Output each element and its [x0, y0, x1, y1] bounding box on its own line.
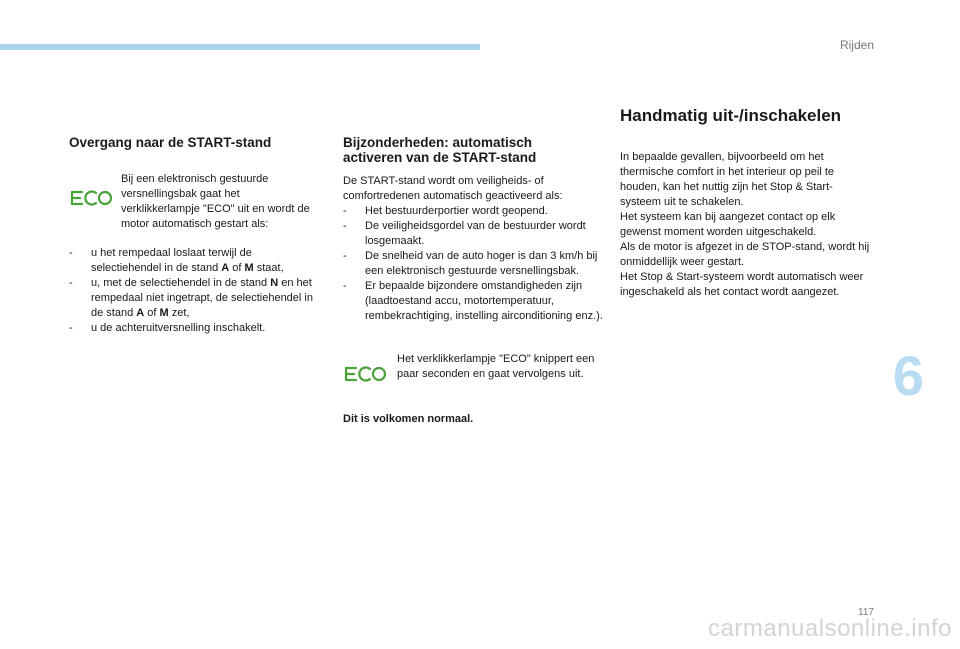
column-manual-toggle — [620, 106, 870, 300]
list-item: - De snelheid van de auto hoger is dan 3 km/h bij een elektronisch gestuurde versnellingsbak. — [343, 249, 603, 279]
eco-indicator-icon — [343, 352, 397, 388]
gear-position: N — [270, 277, 279, 289]
list-item: - Er bepaalde bijzondere omstandigheden zijn (laadtoestand accu, motortemperatuur, rembekrachtiging, instelling airconditioning enz.). — [343, 279, 603, 324]
list-text: en het rempedaal niet ingetrapt, de selectiehendel in de stand — [91, 277, 313, 319]
list-text: zet, — [168, 307, 190, 319]
auto-start-conditions-list — [343, 204, 603, 324]
heading-manual-toggle: Handmatig uit-/inschakelen — [620, 106, 842, 125]
list-text: of — [144, 307, 160, 319]
heading-line: activeren van de START-stand — [343, 150, 537, 165]
intro-text: De START-stand wordt om veiligheids- of comfortredenen automatisch geactiveerd als: — [343, 175, 563, 202]
manual-toggle-text — [620, 150, 870, 300]
column-start-transition — [69, 135, 314, 336]
chapter-number: 6 — [892, 344, 924, 407]
list-text: of — [229, 262, 245, 274]
gear-position: M — [244, 262, 254, 274]
eco-blink-block — [343, 352, 603, 388]
normal-note: Dit is volkomen normaal. — [343, 413, 474, 425]
column-automatic-start — [343, 135, 603, 427]
eco-info-block — [69, 172, 314, 232]
paragraph: Het systeem kan bij aangezet contact op elk gewenst moment worden uitgeschakeld. — [620, 211, 836, 238]
section-title: Rijden — [839, 38, 874, 52]
eco-indicator-icon — [69, 172, 121, 212]
paragraph: In bepaalde gevallen, bijvoorbeeld om het thermische comfort in het interieur op peil te houden, kan het nuttig zijn het Stop & Start-systeem uit te schakelen. — [620, 151, 834, 208]
list-item — [69, 246, 314, 276]
gear-position: A — [221, 262, 230, 274]
start-conditions-list — [69, 246, 314, 336]
eco-blink-description: Het verklikkerlampje "ECO" knippert een paar seconden en gaat vervolgens uit. — [397, 353, 595, 380]
page-number: 117 — [858, 607, 874, 618]
list-text: u het rempedaal loslaat terwijl de selectiehendel in de stand — [91, 247, 252, 274]
eco-off-description: Bij een elektronisch gestuurde versnellingsbak gaat het verklikkerlampje "ECO" uit en wordt de motor automatisch gestart als: — [121, 173, 310, 230]
list-text: staat, — [253, 262, 284, 274]
heading-line: Bijzonderheden: automatisch — [343, 135, 533, 150]
gear-position: M — [159, 307, 169, 319]
list-item: - De veiligheidsgordel van de bestuurder wordt losgemaakt. — [343, 219, 603, 249]
list-text: u de achteruitversnelling inschakelt. — [91, 322, 266, 334]
list-item: - Het bestuurderportier wordt geopend. — [343, 204, 603, 219]
paragraph: Als de motor is afgezet in de STOP-stand, wordt hij onmiddellijk weer gestart. — [620, 241, 870, 268]
paragraph: Het Stop & Start-systeem wordt automatisch weer ingeschakeld als het contact wordt aangezet. — [620, 271, 864, 298]
gear-position: A — [136, 307, 145, 319]
list-item — [69, 276, 314, 321]
heading-start-transition: Overgang naar de START-stand — [69, 135, 272, 150]
watermark: carmanualsonline.info — [708, 615, 952, 642]
heading-automatic-start — [343, 135, 603, 165]
list-item — [69, 321, 314, 336]
chapter-color-bar — [0, 44, 480, 50]
list-text: u, met de selectiehendel in de stand — [91, 277, 271, 289]
